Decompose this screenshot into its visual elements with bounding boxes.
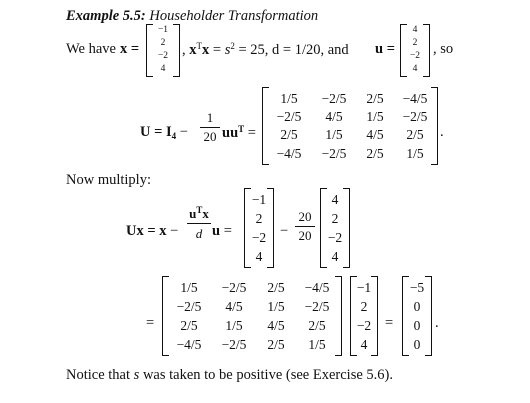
minus-sign: − [280,223,289,239]
matrix-cell: 1/5 [325,127,343,142]
matrix-cell: 1/5 [180,280,198,295]
U-period: . [440,124,444,140]
x-equals: x = [120,41,140,57]
example-heading [66,9,318,24]
Ux-fraction: $u^Tx$ d [187,206,211,242]
u-equals-2: u = [212,223,232,239]
Ux-lhs: Ux = x − [126,223,179,239]
matrix-cell: −4/5 [176,337,202,352]
so-text: , so [433,41,454,57]
matrix-cell: 2/5 [267,337,285,352]
U-lhs: $U = I_4$ − [140,124,188,141]
product-U-matrix [162,276,342,356]
matrix-cell: 4/5 [225,299,243,314]
product-period: . [435,315,439,331]
U-fraction: 1 20 [200,111,220,145]
matrix-cell: −4/5 [402,91,428,106]
matrix-cell: 1/5 [267,299,285,314]
U-matrix [262,87,438,165]
matrix-cell: −2/5 [402,109,428,124]
matrix-cell: 1/5 [225,318,243,333]
product-equals: = [146,315,155,331]
now-multiply-text: Now multiply: [66,172,151,188]
matrix-cell: −2/5 [276,109,302,124]
u-vector-small [400,24,430,77]
matrix-cell: 1/5 [366,109,384,124]
x-vector: −1 2 −2 4 [244,188,274,268]
matrix-cell: −2/5 [321,146,347,161]
matrix-cell: −4/5 [304,280,330,295]
result-vector: −5 0 0 0 [402,276,432,356]
matrix-cell: −2/5 [221,337,247,352]
u-equals: u = [375,41,395,57]
matrix-cell: 4/5 [267,318,285,333]
matrix-cell: 2/5 [180,318,198,333]
u-vec-3: 4 [412,64,418,74]
x-vec-1: 2 [160,38,166,48]
matrix-cell: 2/5 [406,127,424,142]
matrix-cell: 2/5 [280,127,298,142]
we-have-text: We have [66,41,116,57]
xtx-expression: , $x^Tx = s^2 = 25$, d = 1/20, and [182,41,349,58]
matrix-cell: −2/5 [176,299,202,314]
matrix-cell: 1/5 [406,146,424,161]
matrix-cell: −2/5 [321,91,347,106]
matrix-cell: −2/5 [221,280,247,295]
uuT: $uu^T$ = [222,124,256,141]
example-label: Example 5.5: [66,8,146,24]
u-vec-2: −2 [409,51,421,61]
matrix-cell: 2/5 [267,280,285,295]
matrix-cell: 1/5 [280,91,298,106]
x-vector-small [146,24,180,77]
notice-text: Notice that s was taken to be positive (see Exercise 5.6). [66,367,393,383]
matrix-cell: 2/5 [308,318,326,333]
twenty-over-twenty: 20 20 [295,210,315,246]
matrix-cell: 2/5 [366,91,384,106]
product-equals-2: = [385,315,394,331]
product-x-vector: −1 2 −2 4 [350,276,378,356]
example-title: Householder Transformation [149,8,319,24]
matrix-cell: 4/5 [325,109,343,124]
x-vec-0: −1 [157,25,169,35]
x-vec-3: 4 [160,64,166,74]
matrix-cell: −4/5 [276,146,302,161]
matrix-cell: 2/5 [366,146,384,161]
matrix-cell: 1/5 [308,337,326,352]
matrix-cell: 4/5 [366,127,384,142]
u-vec-0: 4 [412,25,418,35]
x-vec-2: −2 [157,51,169,61]
u-vec-1: 2 [412,38,418,48]
matrix-cell: −2/5 [304,299,330,314]
u-vector: 4 2 −2 4 [320,188,350,268]
